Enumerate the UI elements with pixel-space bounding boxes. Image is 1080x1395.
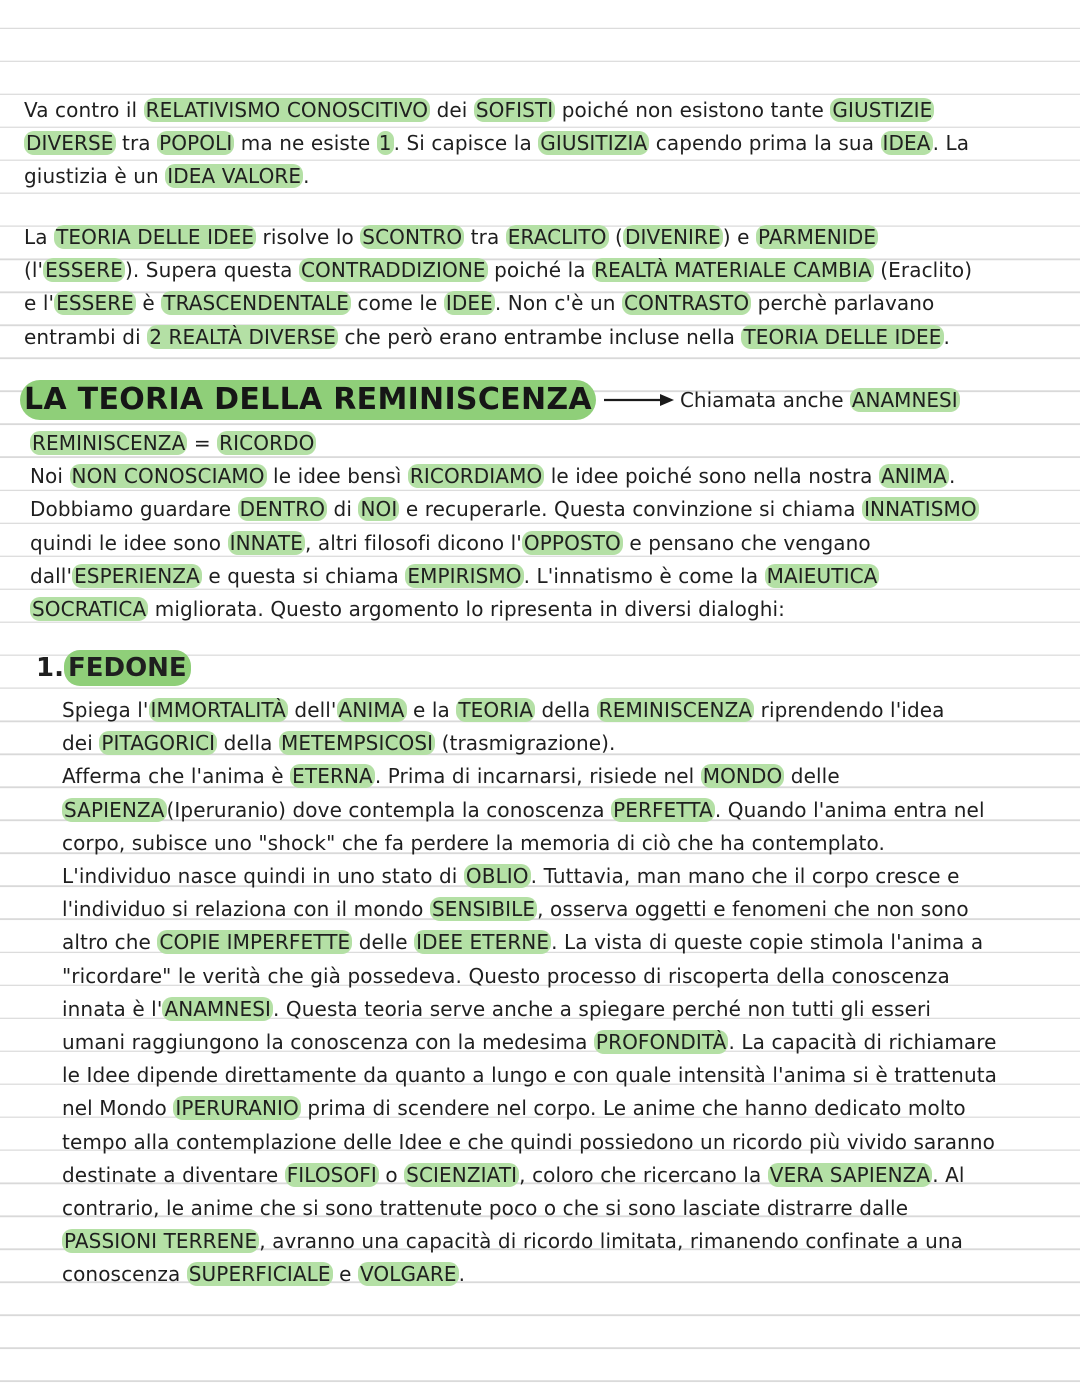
- text-line: [24, 321, 1059, 354]
- text-run: perchè parlavano: [751, 291, 935, 316]
- highlighted-keyword: EMPIRISMO: [407, 563, 522, 588]
- highlighted-keyword: RICORDIAMO: [409, 464, 543, 489]
- text-run: . Questa teoria serve anche a spiegare perché non tutti gli esseri: [273, 996, 931, 1021]
- text-run: quindi le idee sono: [30, 530, 228, 555]
- text-line: [24, 127, 1059, 160]
- highlighted-keyword: DIVERSE: [26, 131, 114, 156]
- text-line: [24, 221, 1059, 254]
- highlighted-keyword: VOLGARE: [359, 1262, 457, 1287]
- reminiscenza-paragraph: [30, 427, 1050, 626]
- text-run: tra: [115, 131, 158, 156]
- text-run: riprendendo l'idea: [754, 698, 945, 722]
- text-run: e la: [406, 698, 457, 722]
- text-line: [30, 560, 1050, 593]
- text-run: capendo prima la sua: [649, 131, 881, 156]
- text-run: (Eraclito): [873, 258, 973, 283]
- text-run: conoscenza: [62, 1262, 187, 1287]
- text-line: [30, 527, 1050, 560]
- highlighted-keyword: COPIE IMPERFETTE: [159, 930, 351, 955]
- text-line: [62, 760, 1042, 793]
- text-run: .: [943, 324, 950, 349]
- highlighted-keyword: RELATIVISMO CONOSCITIVO: [145, 98, 429, 122]
- text-run: . Prima di incarnarsi, risiede nel: [374, 764, 701, 789]
- highlighted-keyword: CONTRADDIZIONE: [300, 258, 486, 283]
- text-run: tempo alla contemplazione delle Idee e che quindi possiedono un ricordo più vivido saranno: [62, 1129, 995, 1154]
- text-line: [62, 1159, 1042, 1192]
- intro-paragraph-sofisti: [24, 94, 1059, 194]
- text-line: [30, 460, 1050, 493]
- text-run: poiché non esistono tante: [555, 98, 831, 122]
- highlighted-keyword: PASSIONI TERRENE: [64, 1229, 258, 1254]
- text-line: [62, 960, 1042, 993]
- highlighted-keyword: REMINISCENZA: [598, 698, 753, 722]
- text-line: [62, 827, 1042, 860]
- highlighted-keyword: GIUSTIZIE: [832, 98, 933, 122]
- text-run: . Non c'è un: [494, 291, 622, 316]
- fedone-paragraph: [62, 694, 1042, 1292]
- text-run: delle: [352, 930, 415, 955]
- highlighted-keyword: PITAGORICI: [101, 731, 216, 756]
- highlighted-keyword: PROFONDITÀ: [595, 1030, 727, 1055]
- text-run: di: [327, 497, 359, 522]
- text-run: ma ne esiste: [234, 131, 377, 156]
- text-line: [62, 926, 1042, 959]
- text-run: e recuperarle. Questa convinzione si chiama: [399, 497, 863, 522]
- text-run: umani raggiungono la conoscenza con la medesima: [62, 1030, 594, 1055]
- text-run: Afferma che l'anima è: [62, 764, 291, 789]
- text-line: [24, 254, 1059, 287]
- text-run: e pensano che vengano: [622, 530, 871, 555]
- highlighted-keyword: VERA SAPIENZA: [769, 1162, 931, 1187]
- highlighted-keyword: TEORIA DELLE IDEE: [56, 225, 255, 249]
- text-run: L'individuo nasce quindi in uno stato di: [62, 864, 464, 889]
- highlighted-keyword: SCIENZIATI: [406, 1162, 518, 1187]
- highlighted-keyword: IDEA: [882, 131, 931, 156]
- text-run: . Si capisce la: [393, 131, 539, 156]
- text-run: Chiamata anche: [679, 388, 850, 412]
- text-line: [30, 493, 1050, 526]
- highlighted-keyword: IDEE: [445, 291, 493, 316]
- text-run: .: [458, 1262, 466, 1287]
- text-run: dei: [430, 98, 474, 122]
- text-line: [62, 860, 1042, 893]
- highlighted-keyword: GIUSITIZIA: [540, 131, 648, 156]
- text-run: Dobbiamo guardare: [30, 497, 238, 522]
- text-run: .: [303, 164, 310, 189]
- text-line: [62, 694, 1042, 727]
- text-run: . La: [932, 131, 970, 156]
- text-run: prima di scendere nel corpo. Le anime che hanno dedicato molto: [300, 1096, 966, 1121]
- text-run: come le: [351, 291, 444, 316]
- text-run: innata è l': [62, 996, 163, 1021]
- text-run: ) e: [722, 225, 757, 249]
- highlighted-keyword: ANIMA: [338, 698, 405, 722]
- text-line: [24, 160, 1059, 193]
- highlighted-keyword: INNATE: [229, 530, 303, 555]
- highlighted-keyword: IDEA VALORE: [167, 164, 302, 189]
- highlighted-keyword: TEORIA: [458, 698, 533, 722]
- text-run: .: [948, 464, 956, 489]
- text-run: corpo, subisce uno "shock" che fa perdere la memoria di ciò che ha contemplato.: [62, 830, 885, 855]
- text-run: migliorata. Questo argomento lo ripresenta in diversi dialoghi:: [148, 597, 786, 622]
- text-run: della: [535, 698, 597, 722]
- text-run: che però erano entrambe incluse nella: [338, 324, 742, 349]
- text-run: entrambi di: [24, 324, 148, 349]
- highlighted-keyword: TEORIA DELLE IDEE: [743, 324, 942, 349]
- highlighted-keyword: ESSERE: [45, 258, 123, 283]
- highlighted-keyword: IDEE ETERNE: [416, 930, 550, 955]
- text-line: [62, 1192, 1042, 1225]
- text-run: . Tuttavia, man mano che il corpo cresce e: [530, 864, 960, 889]
- text-line: [62, 1059, 1042, 1092]
- highlighted-keyword: 2 REALTÀ DIVERSE: [149, 324, 337, 349]
- highlighted-keyword: MAIEUTICA: [766, 563, 878, 588]
- highlighted-keyword: ANIMA: [880, 464, 947, 489]
- text-run: (: [608, 225, 623, 249]
- highlighted-keyword: DIVENIRE: [624, 225, 721, 249]
- highlighted-keyword: IPERURANIO: [175, 1096, 299, 1121]
- text-run: ). Supera questa: [124, 258, 299, 283]
- highlighted-keyword: SENSIBILE: [431, 897, 536, 922]
- text-line: [62, 893, 1042, 926]
- text-run: poiché la: [487, 258, 593, 283]
- highlighted-keyword: PARMENIDE: [758, 225, 877, 249]
- text-line: [62, 727, 1042, 760]
- text-run: . Al: [932, 1162, 965, 1187]
- dialogue-number: 1.: [36, 653, 64, 683]
- highlighted-keyword: IMMORTALITÀ: [150, 698, 286, 722]
- highlighted-keyword: SCONTRO: [362, 225, 463, 249]
- text-run: giustizia è un: [24, 164, 166, 189]
- text-run: , coloro che ricercano la: [519, 1162, 768, 1187]
- text-run: e questa si chiama: [201, 563, 406, 588]
- dialogue-heading: [36, 648, 191, 688]
- arrow-right-icon: [604, 393, 674, 407]
- highlighted-keyword: OPPOSTO: [523, 530, 621, 555]
- text-run: "ricordare" le verità che già possedeva. Questo processo di riscoperta della conoscenza: [62, 963, 950, 988]
- text-run: . La capacità di richiamare: [728, 1030, 997, 1055]
- section-aside-note: [680, 388, 960, 412]
- highlighted-keyword: SOCRATICA: [32, 597, 147, 622]
- highlighted-keyword: OBLIO: [465, 864, 529, 889]
- text-line: [62, 1126, 1042, 1159]
- text-run: =: [187, 431, 218, 455]
- highlighted-keyword: ERACLITO: [507, 225, 607, 249]
- text-run: della: [217, 731, 279, 756]
- text-run: (trasmigrazione).: [435, 731, 616, 756]
- highlighted-keyword: SAPIENZA: [64, 797, 165, 822]
- text-line: [62, 993, 1042, 1026]
- highlighted-keyword: CONTRASTO: [624, 291, 750, 316]
- highlighted-keyword: PERFETTA: [613, 797, 713, 822]
- highlighted-keyword: METEMPSICOSI: [280, 731, 434, 756]
- text-run: tra: [464, 225, 506, 249]
- text-run: altro che: [62, 930, 158, 955]
- text-line: [30, 427, 1050, 460]
- text-run: nel Mondo: [62, 1096, 174, 1121]
- text-run: (Iperuranio) dove contempla la conoscenza: [166, 797, 612, 822]
- text-line: [62, 794, 1042, 827]
- highlighted-keyword: SOFISTI: [475, 98, 554, 122]
- highlighted-keyword: REMINISCENZA: [32, 431, 186, 455]
- text-run: le Idee dipende direttamente da quanto a lungo e con quale intensità l'anima si è trattenuta: [62, 1063, 998, 1088]
- text-run: . Quando l'anima entra nel: [714, 797, 985, 822]
- section-title: LA TEORIA DELLA REMINISCENZA: [20, 380, 596, 420]
- text-run: . L'innatismo è come la: [523, 563, 765, 588]
- text-run: Spiega l': [62, 698, 149, 722]
- intro-paragraph-teoria-idee: [24, 221, 1059, 354]
- highlighted-keyword: INNATISMO: [864, 497, 977, 522]
- text-run: dei: [62, 731, 100, 756]
- section-title-row: [20, 378, 960, 422]
- text-run: le idee poiché sono nella nostra: [544, 464, 879, 489]
- highlighted-keyword: ANAMNESI: [851, 388, 958, 412]
- text-run: o: [378, 1162, 405, 1187]
- dialogue-title: FEDONE: [64, 650, 191, 686]
- text-run: e: [332, 1262, 358, 1287]
- text-run: (l': [24, 258, 44, 283]
- text-run: delle: [784, 764, 840, 789]
- highlighted-keyword: DENTRO: [239, 497, 326, 522]
- text-run: dell': [287, 698, 337, 722]
- text-run: , osserva oggetti e fenomeni che non sono: [537, 897, 969, 922]
- highlighted-keyword: SUPERFICIALE: [188, 1262, 331, 1287]
- highlighted-keyword: MONDO: [702, 764, 783, 789]
- text-line: [30, 593, 1050, 626]
- text-run: dall': [30, 563, 73, 588]
- highlighted-keyword: ETERNA: [292, 764, 373, 789]
- text-run: risolve lo: [256, 225, 361, 249]
- text-run: Noi: [30, 464, 70, 489]
- text-run: , avranno una capacità di ricordo limitata, rimanendo confinate a una: [259, 1229, 963, 1254]
- highlighted-keyword: 1: [378, 131, 392, 156]
- text-run: contrario, le anime che si sono trattenute poco o che si sono lasciate distrarre dalle: [62, 1196, 909, 1221]
- highlighted-keyword: RICORDO: [219, 431, 315, 455]
- highlighted-keyword: TRASCENDENTALE: [163, 291, 350, 316]
- highlighted-keyword: ESPERIENZA: [74, 563, 200, 588]
- text-line: [62, 1258, 1042, 1291]
- text-run: Va contro il: [24, 98, 144, 122]
- text-run: è: [135, 291, 162, 316]
- text-line: [62, 1225, 1042, 1258]
- highlighted-keyword: POPOLI: [159, 131, 233, 156]
- highlighted-keyword: NON CONOSCIAMO: [71, 464, 265, 489]
- text-line: [62, 1026, 1042, 1059]
- text-line: [62, 1092, 1042, 1125]
- text-run: le idee bensì: [266, 464, 408, 489]
- text-run: . La vista di queste copie stimola l'anima a: [551, 930, 984, 955]
- text-run: l'individuo si relaziona con il mondo: [62, 897, 430, 922]
- text-line: [24, 94, 1059, 127]
- highlighted-keyword: REALTÀ MATERIALE CAMBIA: [594, 258, 872, 283]
- highlighted-keyword: ANAMNESI: [164, 996, 272, 1021]
- highlighted-keyword: FILOSOFI: [286, 1162, 377, 1187]
- text-run: La: [24, 225, 55, 249]
- text-run: e l': [24, 291, 55, 316]
- text-run: , altri filosofi dicono l': [304, 530, 522, 555]
- highlighted-keyword: NOI: [360, 497, 398, 522]
- highlighted-keyword: ESSERE: [56, 291, 134, 316]
- text-line: [24, 287, 1059, 320]
- text-run: destinate a diventare: [62, 1162, 285, 1187]
